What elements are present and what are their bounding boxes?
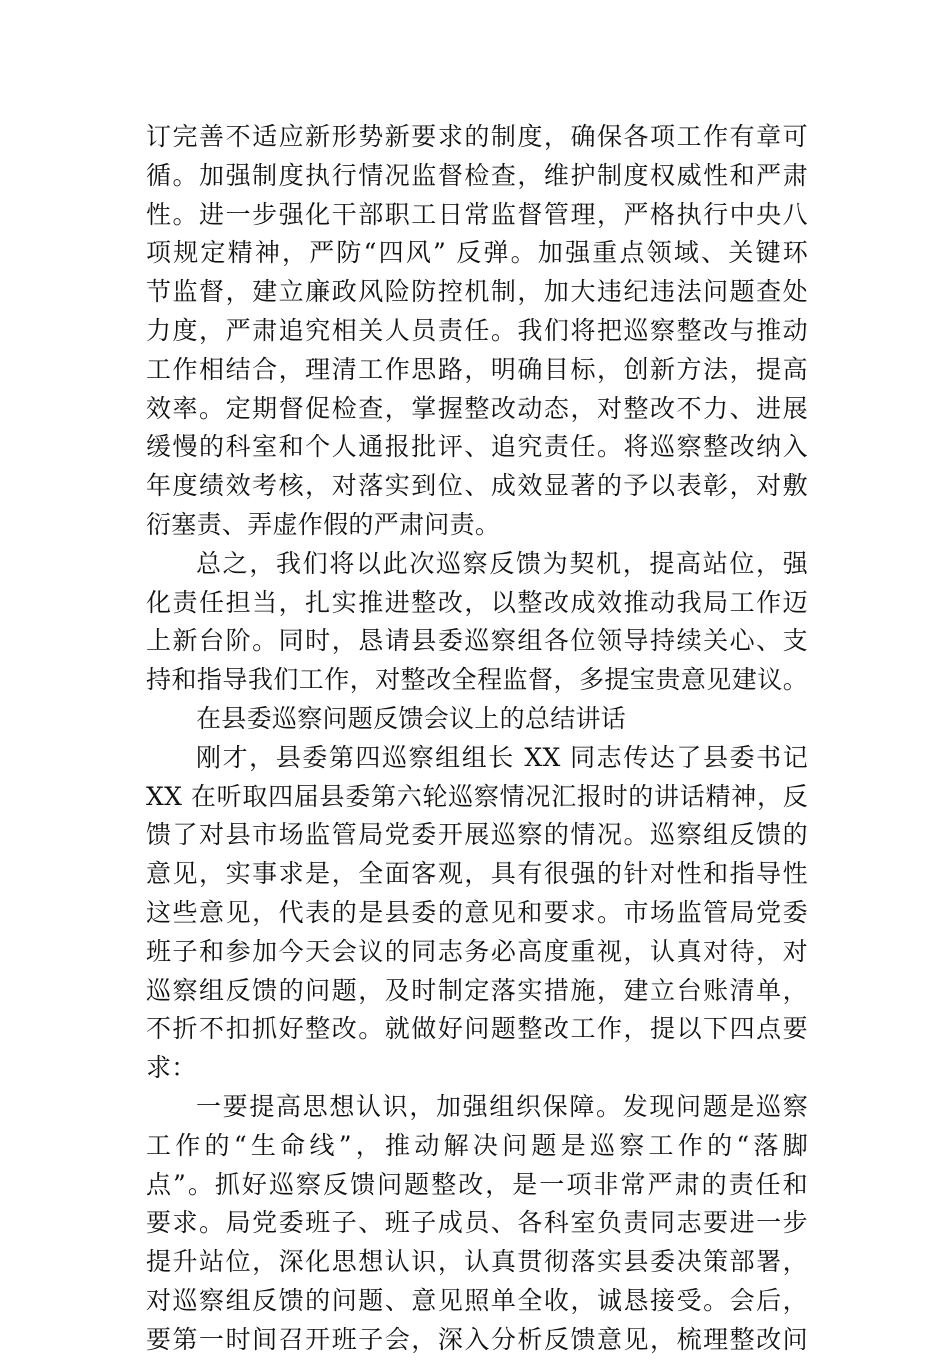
text-line: 对巡察组反馈的问题、意见照单全收，诚恳接受。会后， (146, 1285, 808, 1315)
text-line: 衍塞责、弄虚作假的严肃问责。 (146, 509, 501, 539)
text-line: 馈了对县市场监管局党委开展巡察的情况。巡察组反馈的 (146, 820, 808, 850)
text-line: 循。加强制度执行情况监督检查，维护制度权威性和严肃 (146, 160, 808, 190)
text-line: 化责任担当，扎实推进整改，以整改成效推动我局工作迈 (146, 587, 808, 617)
text-line: 班子和参加今天会议的同志务必高度重视，认真对待，对 (146, 936, 808, 966)
text-line: 不折不扣抓好整改。就做好问题整改工作，提以下四点要 (146, 1014, 808, 1044)
text-line: 工作相结合，理清工作思路，明确目标，创新方法，提高 (146, 354, 808, 384)
text-line: 意见，实事求是，全面客观，具有很强的针对性和指导性 (146, 859, 808, 889)
text-line: 年度绩效考核，对落实到位、成效显著的予以表彰，对敷 (146, 471, 808, 501)
text-line: 巡察组反馈的问题，及时制定落实措施，建立台账清单， (146, 975, 808, 1005)
text-line: 工作的“生命线”，推动解决问题是巡察工作的“落脚 (146, 1130, 808, 1160)
text-line: 刚才，县委第四巡察组组长 XX 同志传达了县委书记 (196, 742, 808, 772)
text-line: 性。进一步强化干部职工日常监督管理，严格执行中央八 (146, 199, 808, 229)
text-line: 效率。定期督促检查，掌握整改动态，对整改不力、进展 (146, 393, 808, 423)
text-line: 要求。局党委班子、班子成员、各科室负责同志要进一步 (146, 1208, 808, 1238)
text-line: 订完善不适应新形势新要求的制度，确保各项工作有章可 (146, 122, 808, 151)
text-line: 一要提高思想认识，加强组织保障。发现问题是巡察 (196, 1091, 808, 1121)
text-line: XX 在听取四届县委第六轮巡察情况汇报时的讲话精神，反 (146, 781, 808, 811)
text-line: 这些意见，代表的是县委的意见和要求。市场监管局党委 (146, 897, 808, 927)
text-line: 力度，严肃追究相关人员责任。我们将把巡察整改与推动 (146, 315, 808, 345)
section-title: 在县委巡察问题反馈会议上的总结讲话 (196, 703, 627, 733)
text-line: 项规定精神，严防“四风” 反弹。加强重点领域、关键环 (146, 238, 808, 268)
text-line: 要第一时间召开班子会，深入分析反馈意见，梳理整改问 (146, 1324, 808, 1354)
text-line: 节监督，建立廉政风险防控机制，加大违纪违法问题查处 (146, 277, 808, 307)
text-line: 缓慢的科室和个人通报批评、追究责任。将巡察整改纳入 (146, 432, 808, 462)
text-line: 求： (146, 1053, 197, 1083)
text-line: 点”。抓好巡察反馈问题整改，是一项非常严肃的责任和 (146, 1169, 808, 1199)
text-line: 上新台阶。同时，恳请县委巡察组各位领导持续关心、支 (146, 626, 808, 656)
body-text (146, 118, 808, 1360)
text-line: 提升站位，深化思想认识，认真贯彻落实县委决策部署， (146, 1247, 808, 1277)
text-line: 总之，我们将以此次巡察反馈为契机，提高站位，强 (196, 548, 808, 578)
text-line: 持和指导我们工作，对整改全程监督，多提宝贵意见建议。 (146, 665, 808, 695)
